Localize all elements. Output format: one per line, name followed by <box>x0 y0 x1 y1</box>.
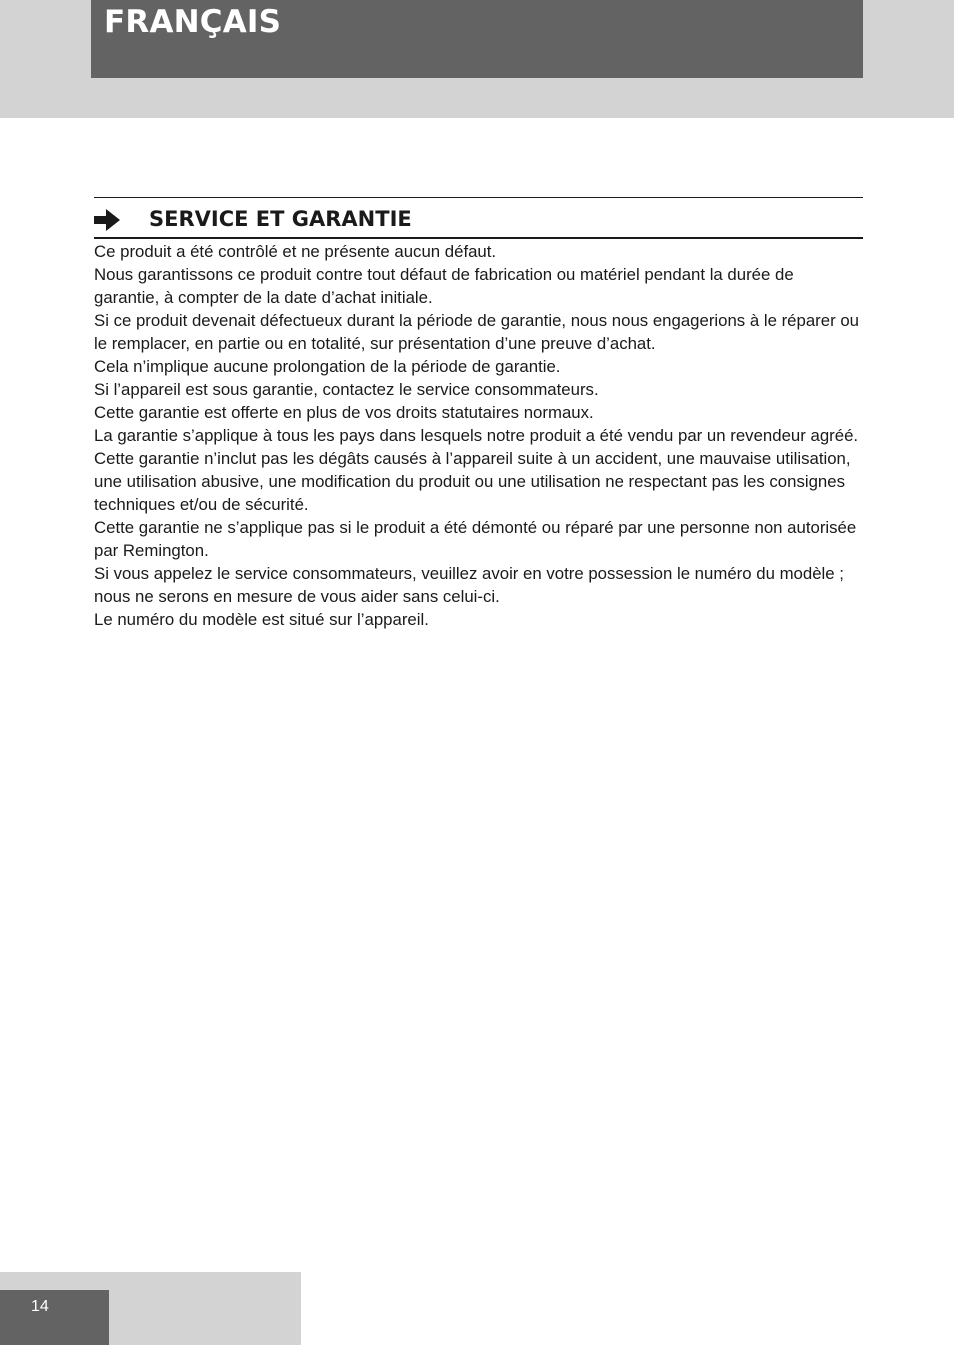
paragraph: Cette garantie ne s’applique pas si le produit a été démonté ou réparé par une personne non autorisée par Remington. <box>94 518 857 560</box>
page-number: 14 <box>31 1298 49 1315</box>
paragraph: Ce produit a été contrôlé et ne présente aucun défaut. <box>94 242 497 261</box>
paragraph: Cette garantie n’inclut pas les dégâts causés à l’appareil suite à un accident, une mauvaise utilisation, une utilisation abusive, une modification du produit ou une utilisation ne respectant pas les consignes techniques et/ou de sécurité. <box>94 449 851 514</box>
language-title: FRANÇAIS <box>104 4 282 40</box>
section-header <box>94 197 863 239</box>
paragraph: La garantie s’applique à tous les pays dans lesquels notre produit a été vendu par un revendeur agréé. <box>94 426 859 445</box>
section-title: SERVICE ET GARANTIE <box>149 207 412 231</box>
paragraph: Nous garantissons ce produit contre tout défaut de fabrication ou matériel pendant la durée de garantie, à compter de la date d’achat initiale. <box>94 265 794 307</box>
section-body <box>94 239 863 631</box>
paragraph: Si vous appelez le service consommateurs, veuillez avoir en votre possession le numéro du modèle ; nous ne serons en mesure de vous aider sans celui-ci. <box>94 564 844 606</box>
language-header <box>91 0 863 78</box>
paragraph: Cela n’implique aucune prolongation de la période de garantie. <box>94 357 561 376</box>
arrow-right-icon <box>94 209 120 231</box>
paragraph: Si l’appareil est sous garantie, contactez le service consommateurs. <box>94 380 599 399</box>
paragraph: Le numéro du modèle est situé sur l’appareil. <box>94 610 429 629</box>
service-warranty-section <box>94 197 863 631</box>
page-number-box <box>0 1290 109 1345</box>
paragraph: Si ce produit devenait défectueux durant la période de garantie, nous nous engagerions à le réparer ou le remplacer, en partie ou en totalité, sur présentation d’une preuve d’achat. <box>94 311 860 353</box>
paragraph: Cette garantie est offerte en plus de vos droits statutaires normaux. <box>94 403 594 422</box>
